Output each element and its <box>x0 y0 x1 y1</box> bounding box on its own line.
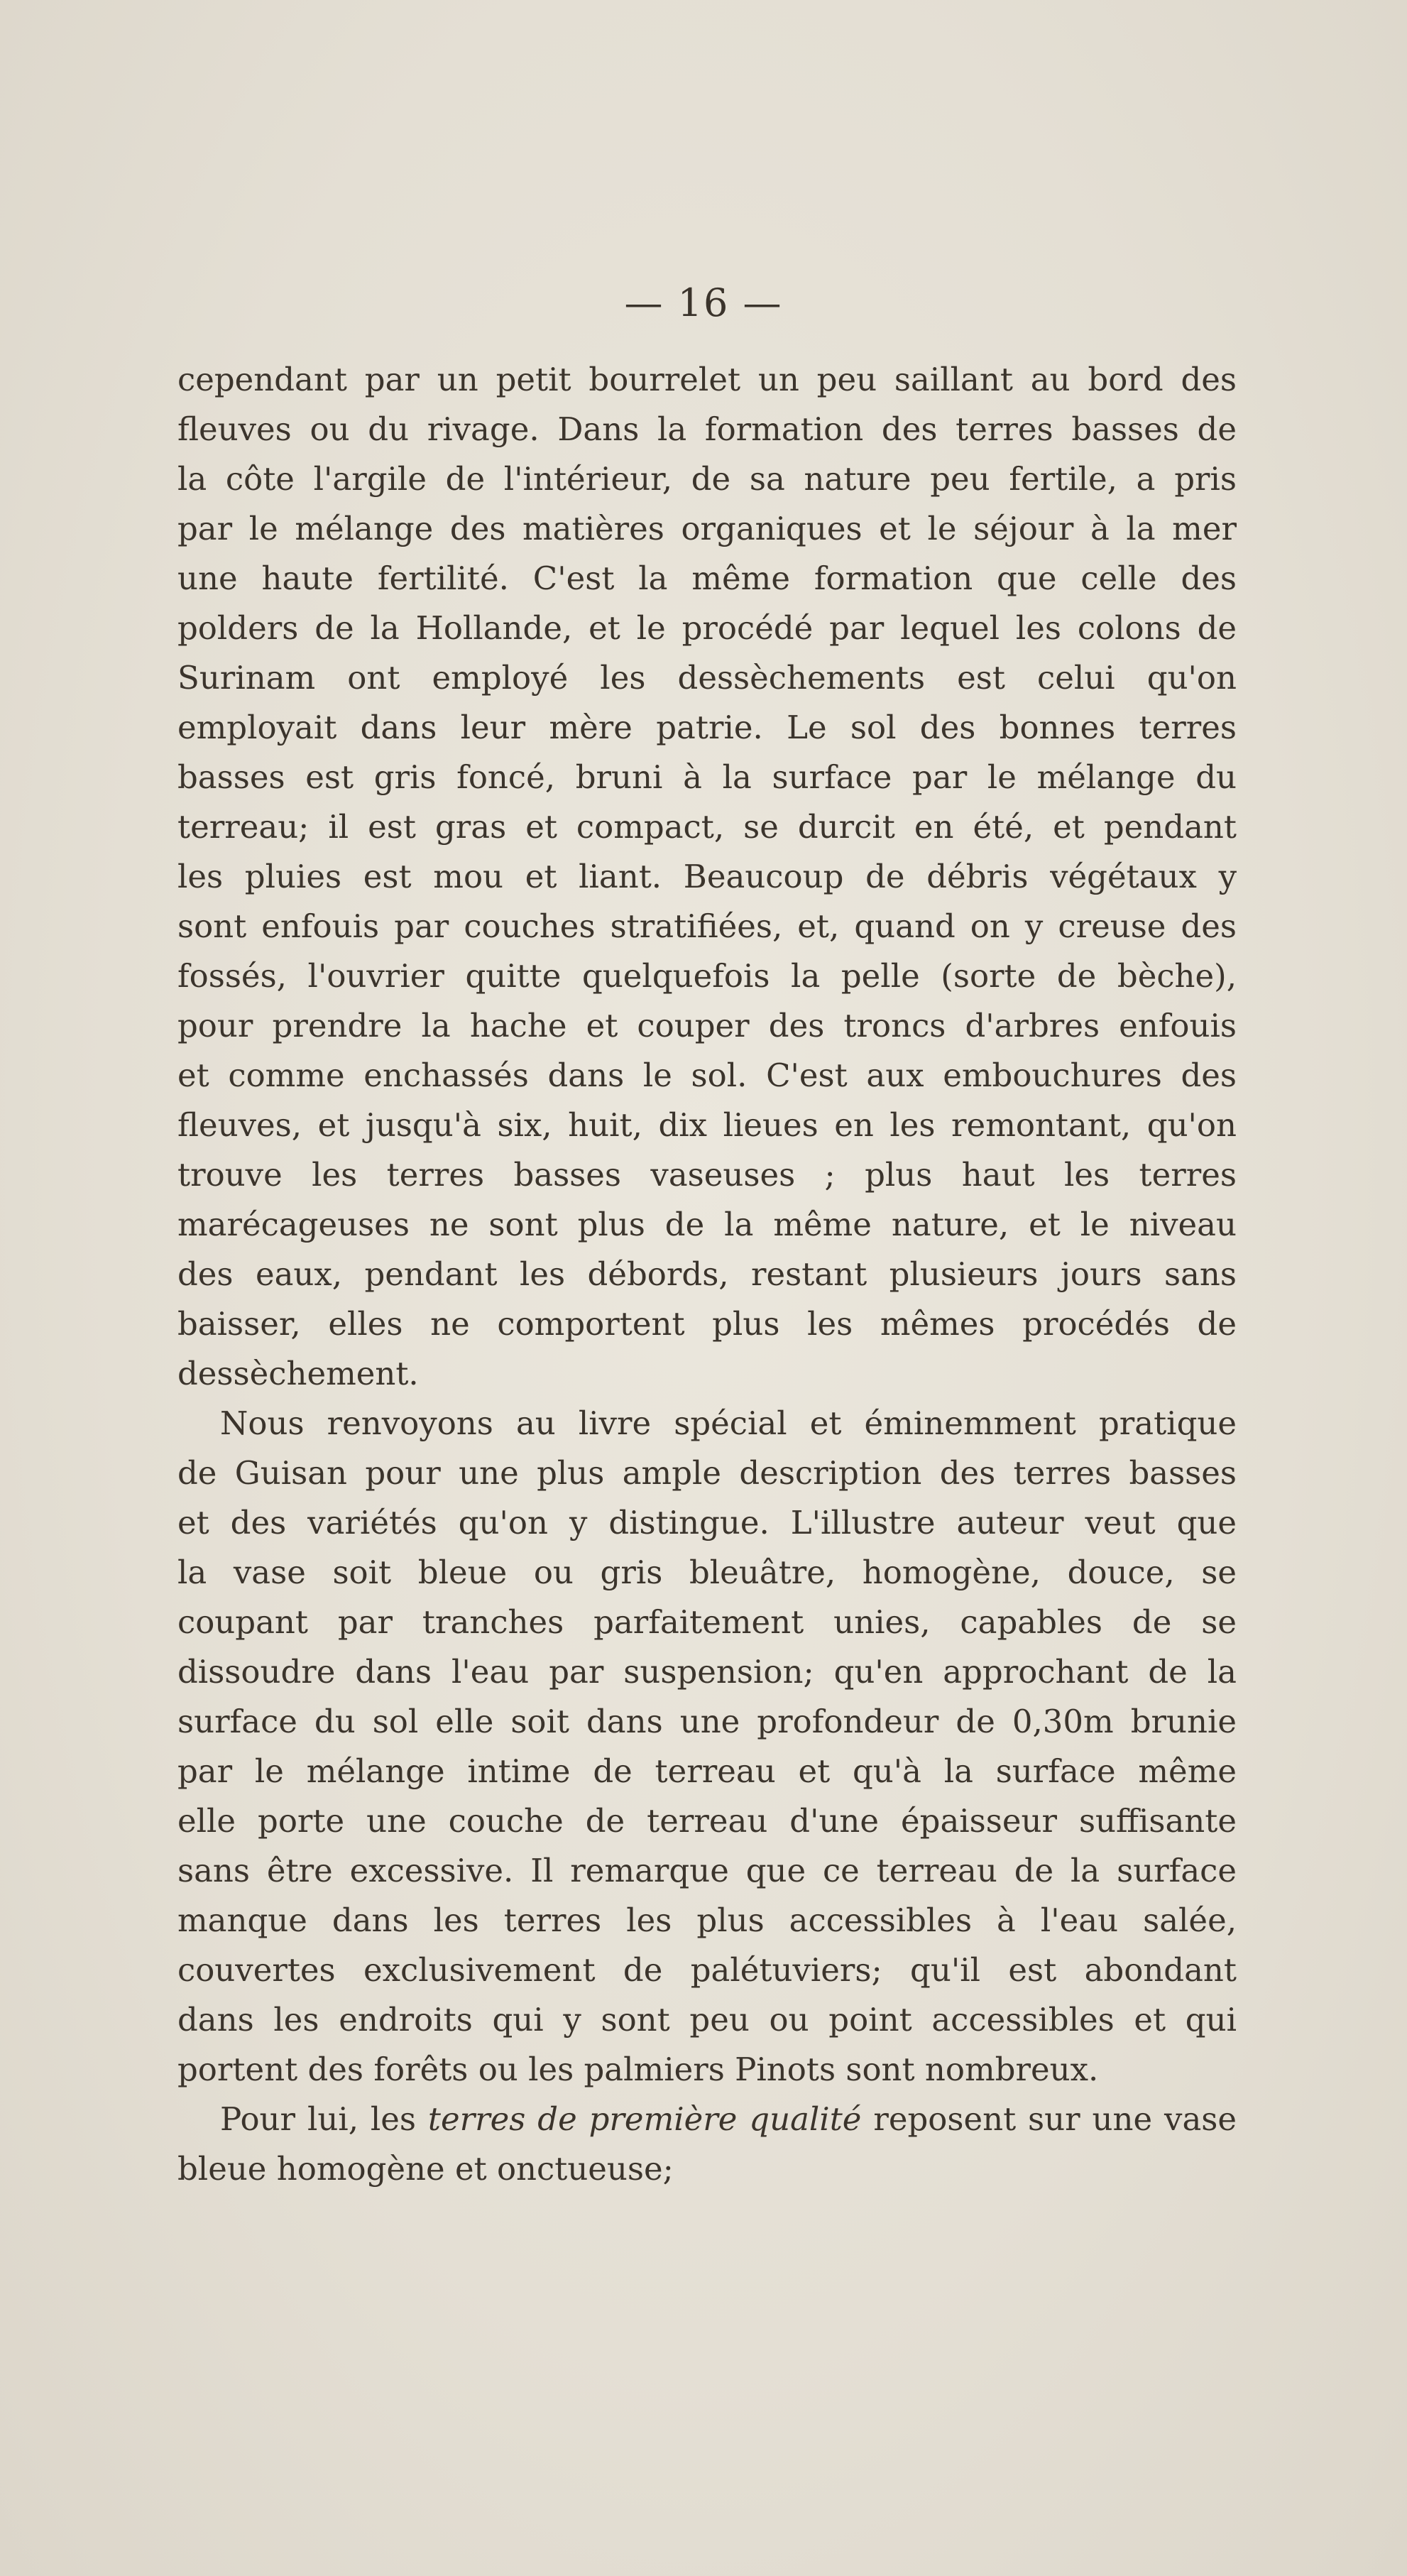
text-line: surface du sol elle soit dans une profondeur de 0,30m brunie <box>177 1703 1237 1740</box>
text-line: Surinam ont employé les dessèchements est celui qu'on <box>177 659 1237 697</box>
text-line: pour prendre la hache et couper des troncs d'arbres enfouis <box>177 1007 1237 1044</box>
text-line: bleue homogène et onctueuse; <box>177 2150 674 2188</box>
text-line: dissoudre dans l'eau par suspension; qu'en approchant de la <box>177 1653 1237 1691</box>
italic-emphasis: terres de première qualité <box>427 2100 862 2138</box>
text-line: sans être excessive. Il remarque que ce terreau de la surface <box>177 1852 1237 1889</box>
text-line: portent des forêts ou les palmiers Pinots sont nombreux. <box>177 2051 1099 2088</box>
text-line <box>220 2098 1237 2141</box>
text-line: coupant par tranches parfaitement unies, capables de se <box>177 1603 1237 1641</box>
text-line: baisser, elles ne comportent plus les mêmes procédés de <box>177 1305 1237 1343</box>
text-line: fleuves ou du rivage. Dans la formation des terres basses de <box>177 410 1237 448</box>
text-line: manque dans les terres les plus accessibles à l'eau salée, <box>177 1901 1237 1939</box>
text-line: fossés, l'ouvrier quitte quelquefois la pelle (sorte de bèche), <box>177 957 1237 995</box>
text-line: Nous renvoyons au livre spécial et éminemment pratique <box>220 1404 1237 1442</box>
text-line: une haute fertilité. C'est la même formation que celle des <box>177 560 1237 597</box>
text-line: et comme enchassés dans le sol. C'est aux embouchures des <box>177 1057 1237 1094</box>
text-line: la côte l'argile de l'intérieur, de sa nature peu fertile, a pris <box>177 460 1237 498</box>
text-line: elle porte une couche de terreau d'une épaisseur suffisante <box>177 1802 1237 1840</box>
text-line: des eaux, pendant les débords, restant plusieurs jours sans <box>177 1255 1237 1293</box>
text-line: polders de la Hollande, et le procédé par lequel les colons de <box>177 609 1237 647</box>
text-line: et des variétés qu'on y distingue. L'illustre auteur veut que <box>177 1504 1237 1541</box>
text-line: employait dans leur mère patrie. Le sol des bonnes terres <box>177 709 1237 746</box>
text-line: dessèchement. <box>177 1355 419 1392</box>
text-line: marécageuses ne sont plus de la même nature, et le niveau <box>177 1206 1237 1243</box>
text-line: dans les endroits qui y sont peu ou point accessibles et qui <box>177 2001 1237 2039</box>
text-line: fleuves, et jusqu'à six, huit, dix lieues en les remontant, qu'on <box>177 1106 1237 1144</box>
text-line: les pluies est mou et liant. Beaucoup de débris végétaux y <box>177 858 1237 895</box>
text-line: sont enfouis par couches stratifiées, et, quand on y creuse des <box>177 907 1237 945</box>
text-line: basses est gris foncé, bruni à la surface par le mélange du <box>177 758 1237 796</box>
text-line: couvertes exclusivement de palétuviers; qu'il est abondant <box>177 1951 1237 1989</box>
text-line: de Guisan pour une plus ample description des terres basses <box>177 1454 1237 1492</box>
text-line: trouve les terres basses vaseuses ; plus haut les terres <box>177 1156 1237 1194</box>
text-line: cependant par un petit bourrelet un peu saillant au bord des <box>177 361 1237 398</box>
text-line: la vase soit bleue ou gris bleuâtre, homogène, douce, se <box>177 1554 1237 1591</box>
text-run: Pour lui, les <box>220 2100 428 2138</box>
text-line: par le mélange des matières organiques et le séjour à la mer <box>177 510 1237 547</box>
text-line: terreau; il est gras et compact, se durcit en été, et pendant <box>177 808 1237 846</box>
text-run: reposent sur une vase <box>861 2100 1237 2138</box>
text-line: par le mélange intime de terreau et qu'à la surface même <box>177 1752 1237 1790</box>
page-number: — 16 — <box>624 280 783 325</box>
